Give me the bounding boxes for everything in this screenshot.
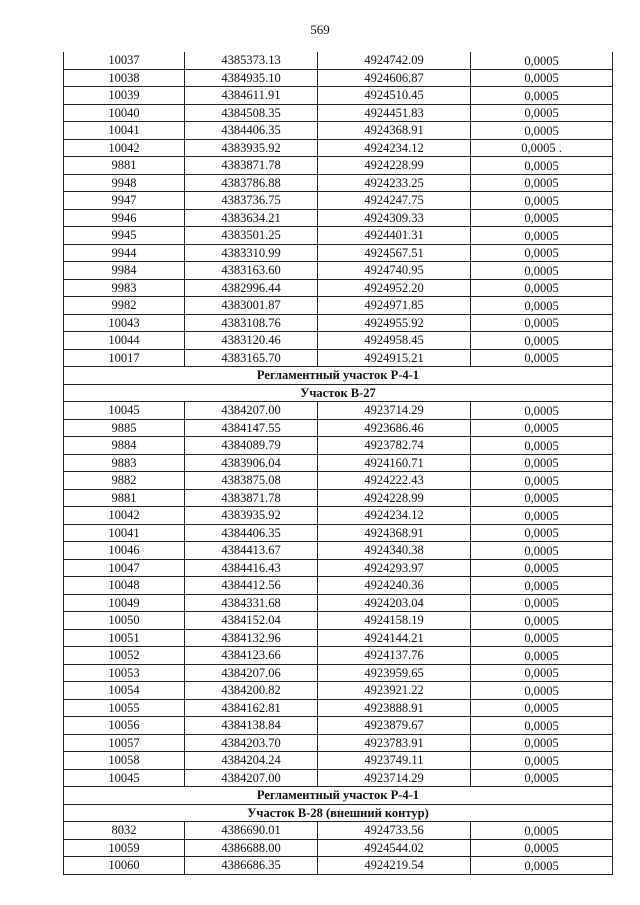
x-coordinate-cell: 4383875.08	[185, 472, 318, 490]
point-number-cell: 8032	[64, 822, 185, 840]
x-coordinate-cell: 4383871.78	[185, 157, 318, 175]
y-coordinate-cell: 4924971.85	[318, 297, 471, 315]
y-coordinate-cell: 4923714.29	[318, 769, 471, 787]
x-coordinate-cell: 4383871.78	[185, 489, 318, 507]
table-row	[64, 594, 613, 612]
x-coordinate-cell: 4384203.70	[185, 734, 318, 752]
y-coordinate-cell: 4924955.92	[318, 314, 471, 332]
y-coordinate-cell: 4924544.02	[318, 839, 471, 857]
x-coordinate-cell: 4383310.99	[185, 244, 318, 262]
x-coordinate-cell: 4383501.25	[185, 227, 318, 245]
table-row	[64, 454, 613, 472]
point-number-cell: 10052	[64, 647, 185, 665]
table-row	[64, 664, 613, 682]
point-number-cell: 10039	[64, 87, 185, 105]
section-header-row	[64, 787, 613, 805]
table-row	[64, 332, 613, 350]
table-row	[64, 69, 613, 87]
x-coordinate-cell: 4384406.35	[185, 122, 318, 140]
point-number-cell: 9948	[64, 174, 185, 192]
table-row	[64, 699, 613, 717]
table-row	[64, 87, 613, 105]
x-coordinate-cell: 4384611.91	[185, 87, 318, 105]
point-number-cell: 10041	[64, 122, 185, 140]
accuracy-cell: 0,0005	[471, 192, 613, 210]
table-row	[64, 769, 613, 787]
x-coordinate-cell: 4384200.82	[185, 682, 318, 700]
table-row	[64, 577, 613, 595]
accuracy-cell: 0,0005	[471, 699, 613, 717]
y-coordinate-cell: 4924340.38	[318, 542, 471, 560]
accuracy-cell: 0,0005	[471, 857, 613, 875]
y-coordinate-cell: 4924144.21	[318, 629, 471, 647]
accuracy-cell: 0,0005	[471, 314, 613, 332]
point-number-cell: 10055	[64, 699, 185, 717]
x-coordinate-cell: 4384416.43	[185, 559, 318, 577]
point-number-cell: 9885	[64, 419, 185, 437]
y-coordinate-cell: 4924247.75	[318, 192, 471, 210]
x-coordinate-cell: 4384207.00	[185, 402, 318, 420]
accuracy-cell: 0,0005	[471, 839, 613, 857]
accuracy-cell: 0,0005	[471, 524, 613, 542]
point-number-cell: 9944	[64, 244, 185, 262]
x-coordinate-cell: 4383634.21	[185, 209, 318, 227]
coordinates-table	[63, 52, 613, 875]
regulation-section-title: Регламентный участок Р-4-1	[64, 367, 613, 385]
y-coordinate-cell: 4923879.67	[318, 717, 471, 735]
accuracy-cell: 0,0005	[471, 174, 613, 192]
point-number-cell: 10045	[64, 769, 185, 787]
accuracy-cell: 0,0005	[471, 209, 613, 227]
table-row	[64, 104, 613, 122]
accuracy-cell: 0,0005	[471, 437, 613, 455]
table-row	[64, 489, 613, 507]
accuracy-cell: 0,0005	[471, 612, 613, 630]
accuracy-cell: 0,0005	[471, 69, 613, 87]
point-number-cell: 10049	[64, 594, 185, 612]
y-coordinate-cell: 4924222.43	[318, 472, 471, 490]
table-row	[64, 209, 613, 227]
y-coordinate-cell: 4924234.12	[318, 507, 471, 525]
section-header-row	[64, 367, 613, 385]
point-number-cell: 9983	[64, 279, 185, 297]
accuracy-cell: 0,0005	[471, 577, 613, 595]
table-row	[64, 139, 613, 157]
y-coordinate-cell: 4924368.91	[318, 524, 471, 542]
point-number-cell: 10043	[64, 314, 185, 332]
table-row	[64, 122, 613, 140]
y-coordinate-cell: 4924158.19	[318, 612, 471, 630]
accuracy-cell: 0,0005	[471, 104, 613, 122]
table-row	[64, 857, 613, 875]
x-coordinate-cell: 4386688.00	[185, 839, 318, 857]
table-row	[64, 629, 613, 647]
accuracy-cell: 0,0005	[471, 419, 613, 437]
table-row	[64, 559, 613, 577]
point-number-cell: 9984	[64, 262, 185, 280]
point-number-cell: 10051	[64, 629, 185, 647]
y-coordinate-cell: 4923782.74	[318, 437, 471, 455]
y-coordinate-cell: 4923921.22	[318, 682, 471, 700]
y-coordinate-cell: 4924309.33	[318, 209, 471, 227]
table-row	[64, 524, 613, 542]
y-coordinate-cell: 4924203.04	[318, 594, 471, 612]
y-coordinate-cell: 4924733.56	[318, 822, 471, 840]
accuracy-cell: 0,0005	[471, 489, 613, 507]
accuracy-cell: 0,0005	[471, 297, 613, 315]
table-row	[64, 297, 613, 315]
x-coordinate-cell: 4383163.60	[185, 262, 318, 280]
table-row	[64, 349, 613, 367]
y-coordinate-cell: 4924293.97	[318, 559, 471, 577]
table-row	[64, 437, 613, 455]
point-number-cell: 9883	[64, 454, 185, 472]
table-row	[64, 472, 613, 490]
table-row	[64, 52, 613, 69]
y-coordinate-cell: 4924451.83	[318, 104, 471, 122]
accuracy-cell: 0,0005	[471, 262, 613, 280]
x-coordinate-cell: 4383786.88	[185, 174, 318, 192]
table-row	[64, 612, 613, 630]
table-row	[64, 839, 613, 857]
point-number-cell: 10056	[64, 717, 185, 735]
y-coordinate-cell: 4924952.20	[318, 279, 471, 297]
accuracy-cell: 0,0005	[471, 402, 613, 420]
y-coordinate-cell: 4924510.45	[318, 87, 471, 105]
x-coordinate-cell: 4384123.66	[185, 647, 318, 665]
accuracy-cell: 0,0005	[471, 682, 613, 700]
x-coordinate-cell: 4385373.13	[185, 52, 318, 69]
point-number-cell: 10044	[64, 332, 185, 350]
point-number-cell: 10040	[64, 104, 185, 122]
y-coordinate-cell: 4924915.21	[318, 349, 471, 367]
table-row	[64, 244, 613, 262]
x-coordinate-cell: 4382996.44	[185, 279, 318, 297]
accuracy-cell: 0,0005	[471, 52, 613, 69]
y-coordinate-cell: 4924740.95	[318, 262, 471, 280]
accuracy-cell: 0,0005	[471, 349, 613, 367]
point-number-cell: 10041	[64, 524, 185, 542]
y-coordinate-cell: 4924137.76	[318, 647, 471, 665]
coordinates-table-body	[64, 52, 613, 874]
x-coordinate-cell: 4384207.00	[185, 769, 318, 787]
table-row	[64, 262, 613, 280]
section-header-row	[64, 384, 613, 402]
x-coordinate-cell: 4384152.04	[185, 612, 318, 630]
point-number-cell: 9947	[64, 192, 185, 210]
x-coordinate-cell: 4384413.67	[185, 542, 318, 560]
x-coordinate-cell: 4384089.79	[185, 437, 318, 455]
accuracy-cell: 0,0005	[471, 157, 613, 175]
x-coordinate-cell: 4384147.55	[185, 419, 318, 437]
x-coordinate-cell: 4384138.84	[185, 717, 318, 735]
x-coordinate-cell: 4383165.70	[185, 349, 318, 367]
x-coordinate-cell: 4386690.01	[185, 822, 318, 840]
table-row	[64, 822, 613, 840]
table-row	[64, 419, 613, 437]
accuracy-cell: 0,0005	[471, 752, 613, 770]
x-coordinate-cell: 4384162.81	[185, 699, 318, 717]
x-coordinate-cell: 4383906.04	[185, 454, 318, 472]
table-row	[64, 279, 613, 297]
table-row	[64, 402, 613, 420]
accuracy-cell: 0,0005	[471, 594, 613, 612]
y-coordinate-cell: 4924240.36	[318, 577, 471, 595]
point-number-cell: 10053	[64, 664, 185, 682]
y-coordinate-cell: 4924219.54	[318, 857, 471, 875]
point-number-cell: 10042	[64, 507, 185, 525]
y-coordinate-cell: 4924368.91	[318, 122, 471, 140]
y-coordinate-cell: 4924958.45	[318, 332, 471, 350]
table-row	[64, 227, 613, 245]
accuracy-cell: 0,0005	[471, 122, 613, 140]
x-coordinate-cell: 4383935.92	[185, 507, 318, 525]
table-row	[64, 192, 613, 210]
y-coordinate-cell: 4924606.87	[318, 69, 471, 87]
y-coordinate-cell: 4924742.09	[318, 52, 471, 69]
y-coordinate-cell: 4923686.46	[318, 419, 471, 437]
y-coordinate-cell: 4923783.91	[318, 734, 471, 752]
y-coordinate-cell: 4924228.99	[318, 489, 471, 507]
regulation-section-title: Регламентный участок Р-4-1	[64, 787, 613, 805]
plot-title: Участок В-28 (внешний контур)	[64, 804, 613, 822]
y-coordinate-cell: 4923714.29	[318, 402, 471, 420]
table-row	[64, 734, 613, 752]
section-header-row	[64, 804, 613, 822]
y-coordinate-cell: 4923888.91	[318, 699, 471, 717]
point-number-cell: 9881	[64, 489, 185, 507]
accuracy-cell: 0,0005 .	[471, 139, 613, 157]
point-number-cell: 9884	[64, 437, 185, 455]
y-coordinate-cell: 4924401.31	[318, 227, 471, 245]
accuracy-cell: 0,0005	[471, 647, 613, 665]
point-number-cell: 9982	[64, 297, 185, 315]
point-number-cell: 9945	[64, 227, 185, 245]
y-coordinate-cell: 4923959.65	[318, 664, 471, 682]
point-number-cell: 9882	[64, 472, 185, 490]
point-number-cell: 9881	[64, 157, 185, 175]
x-coordinate-cell: 4384207.06	[185, 664, 318, 682]
table-row	[64, 314, 613, 332]
point-number-cell: 10050	[64, 612, 185, 630]
accuracy-cell: 0,0005	[471, 454, 613, 472]
accuracy-cell: 0,0005	[471, 559, 613, 577]
accuracy-cell: 0,0005	[471, 769, 613, 787]
y-coordinate-cell: 4924567.51	[318, 244, 471, 262]
x-coordinate-cell: 4384508.35	[185, 104, 318, 122]
accuracy-cell: 0,0005	[471, 244, 613, 262]
accuracy-cell: 0,0005	[471, 87, 613, 105]
table-row	[64, 647, 613, 665]
x-coordinate-cell: 4384406.35	[185, 524, 318, 542]
accuracy-cell: 0,0005	[471, 332, 613, 350]
accuracy-cell: 0,0005	[471, 664, 613, 682]
y-coordinate-cell: 4924234.12	[318, 139, 471, 157]
accuracy-cell: 0,0005	[471, 472, 613, 490]
point-number-cell: 10060	[64, 857, 185, 875]
table-row	[64, 542, 613, 560]
table-row	[64, 157, 613, 175]
y-coordinate-cell: 4924228.99	[318, 157, 471, 175]
point-number-cell: 10057	[64, 734, 185, 752]
point-number-cell: 10046	[64, 542, 185, 560]
point-number-cell: 10054	[64, 682, 185, 700]
table-row	[64, 174, 613, 192]
x-coordinate-cell: 4383120.46	[185, 332, 318, 350]
x-coordinate-cell: 4384132.96	[185, 629, 318, 647]
x-coordinate-cell: 4384935.10	[185, 69, 318, 87]
x-coordinate-cell: 4383001.87	[185, 297, 318, 315]
point-number-cell: 10037	[64, 52, 185, 69]
point-number-cell: 10059	[64, 839, 185, 857]
x-coordinate-cell: 4383108.76	[185, 314, 318, 332]
accuracy-cell: 0,0005	[471, 734, 613, 752]
x-coordinate-cell: 4383736.75	[185, 192, 318, 210]
table-row	[64, 507, 613, 525]
accuracy-cell: 0,0005	[471, 629, 613, 647]
y-coordinate-cell: 4924233.25	[318, 174, 471, 192]
x-coordinate-cell: 4383935.92	[185, 139, 318, 157]
accuracy-cell: 0,0005	[471, 227, 613, 245]
point-number-cell: 10047	[64, 559, 185, 577]
point-number-cell: 10058	[64, 752, 185, 770]
x-coordinate-cell: 4384204.24	[185, 752, 318, 770]
y-coordinate-cell: 4923749.11	[318, 752, 471, 770]
y-coordinate-cell: 4924160.71	[318, 454, 471, 472]
table-row	[64, 752, 613, 770]
x-coordinate-cell: 4384412.56	[185, 577, 318, 595]
accuracy-cell: 0,0005	[471, 822, 613, 840]
x-coordinate-cell: 4384331.68	[185, 594, 318, 612]
table-row	[64, 682, 613, 700]
accuracy-cell: 0,0005	[471, 507, 613, 525]
plot-title: Участок В-27	[64, 384, 613, 402]
point-number-cell: 10048	[64, 577, 185, 595]
point-number-cell: 10042	[64, 139, 185, 157]
point-number-cell: 10017	[64, 349, 185, 367]
point-number-cell: 10038	[64, 69, 185, 87]
accuracy-cell: 0,0005	[471, 542, 613, 560]
point-number-cell: 9946	[64, 209, 185, 227]
accuracy-cell: 0,0005	[471, 279, 613, 297]
x-coordinate-cell: 4386686.35	[185, 857, 318, 875]
table-row	[64, 717, 613, 735]
page-number: 569	[310, 22, 330, 37]
point-number-cell: 10045	[64, 402, 185, 420]
accuracy-cell: 0,0005	[471, 717, 613, 735]
